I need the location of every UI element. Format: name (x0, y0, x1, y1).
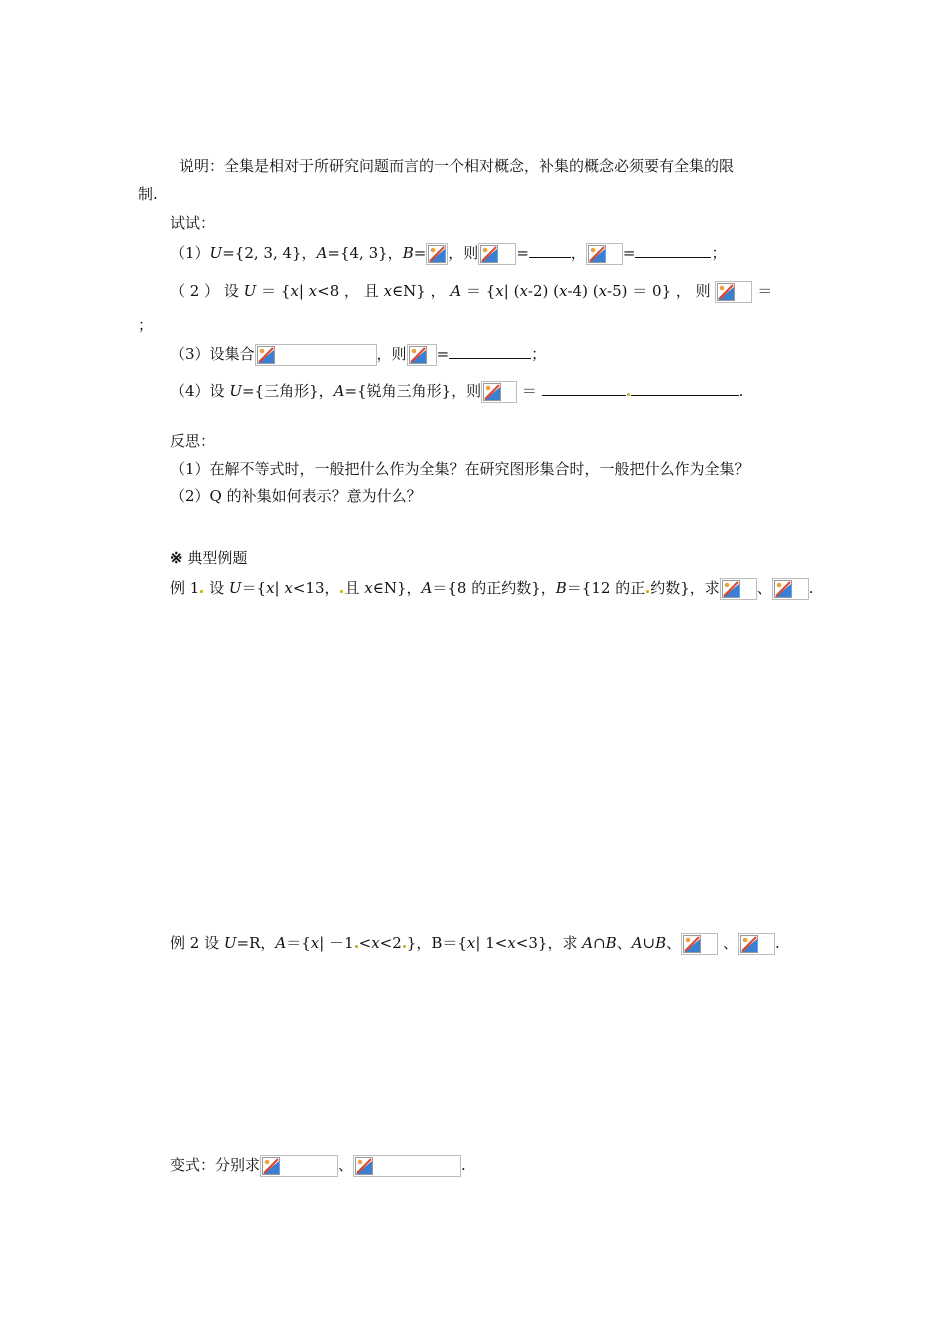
broken-image-icon (481, 381, 517, 403)
broken-image-icon (478, 243, 516, 265)
broken-image-icon (681, 933, 718, 955)
marker-dot (403, 945, 406, 948)
answer-blank[interactable] (529, 243, 571, 258)
broken-image-icon (738, 933, 775, 955)
broken-image-icon (426, 243, 448, 265)
example-1: 例 1 设 U＝{x| x<13， 且 x∈N}，A＝{8 的正约数}，B＝{12 的正 约数}，求 、 . (170, 578, 814, 600)
note-line-1: 说明：全集是相对于所研究问题而言的一个相对概念，补集的概念必须要有全集的限 (179, 157, 735, 175)
exercise-item-3: （3）设集合 ，则 = ； (170, 344, 546, 366)
broken-image-icon (407, 344, 437, 366)
exercise-item-2-continuation: ； (138, 316, 154, 334)
note-line-2: 制. (138, 185, 158, 203)
exercise-item-1: （1）U={2, 3, 4}，A={4, 3}，B= ，则 = ， = ； (170, 243, 727, 265)
exercise-item-2: （ 2 ） 设 U ＝ {x| x<8 ， 且 x∈N} ， A ＝ {x| (x-2) (x-4) (x-5) ＝ 0} ， 则 ＝ (170, 281, 772, 303)
answer-blank[interactable] (542, 381, 626, 396)
section-heading (170, 548, 247, 568)
section-title: 典型例题 (187, 549, 248, 567)
try-heading: 试试： (170, 214, 216, 232)
reflection-question-2: （2）Q 的补集如何表示？意为什么？ (170, 487, 422, 505)
answer-blank[interactable] (631, 381, 739, 396)
reflection-question-1: （1）在解不等式时，一般把什么作为全集？在研究图形集合时，一般把什么作为全集？ (170, 460, 750, 478)
broken-image-icon (715, 281, 752, 303)
broken-image-icon (255, 344, 377, 366)
broken-image-icon (720, 578, 757, 600)
reflection-heading: 反思： (170, 432, 216, 450)
answer-blank[interactable] (449, 344, 531, 359)
exercise-item-4: （4）设 U={三角形}，A={锐角三角形}，则 ＝ . (170, 381, 743, 403)
reference-mark: ※ (170, 549, 183, 567)
marker-dot (646, 590, 649, 593)
broken-image-icon (586, 243, 623, 265)
marker-dot (355, 945, 358, 948)
broken-image-icon (260, 1155, 338, 1177)
marker-dot (200, 590, 203, 593)
marker-dot (627, 393, 630, 396)
example-2: 例 2 设 U=R，A＝{x| －1 <x<2 }，B＝{x| 1<x<3}，求 A∩B、A∪B、 、 . (170, 933, 780, 955)
broken-image-icon (772, 578, 809, 600)
broken-image-icon (353, 1155, 461, 1177)
variant: 变式：分别求 、 . (170, 1155, 466, 1177)
answer-blank[interactable] (635, 243, 711, 258)
